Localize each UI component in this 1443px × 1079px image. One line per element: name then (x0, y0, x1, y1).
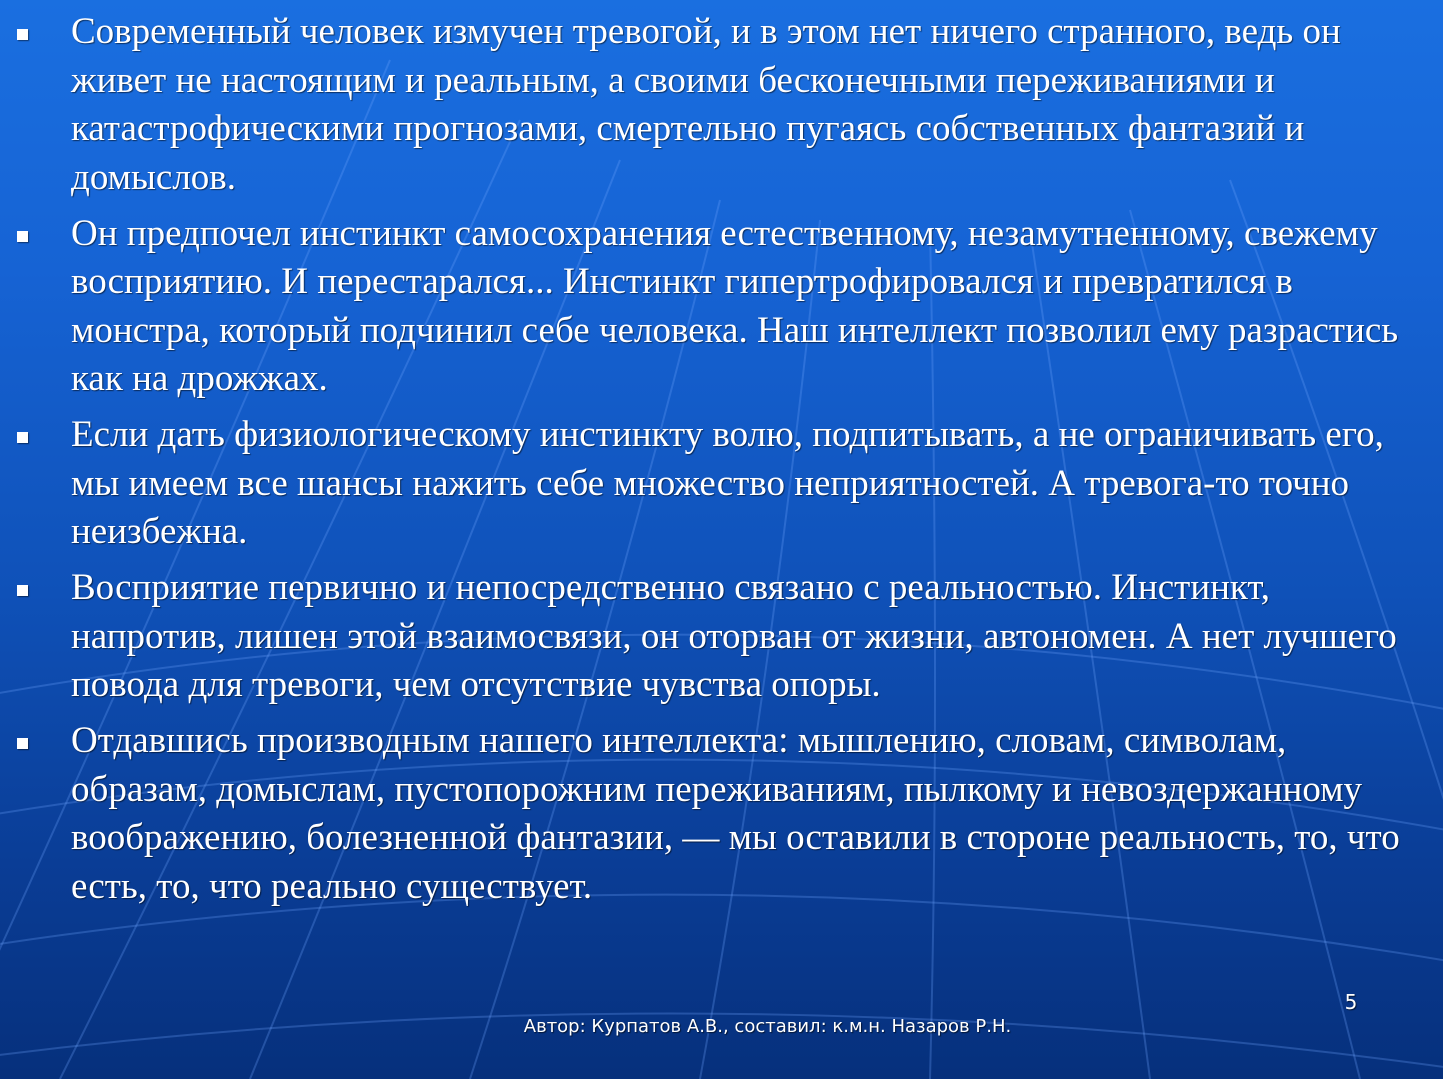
bullet-text: Если дать физиологическому инстинкту волю, подпитывать, а не ограничивать его, мы имеем все шансы нажить себе множество неприятностей. А тревога-то точно неизбежна. (71, 414, 1384, 552)
bullet-text: Отдавшись производным нашего интеллекта: мышлению, словам, символам, образам, домыслам, пустопорожним переживаниям, пылкому и невоздержанному воображению, болезненной фантазии, — мы оставили в стороне реальность, то, что есть, то, что реально существует. (71, 720, 1400, 907)
footer-author: Автор: Курпатов А.В., составил: к.м.н. Назаров Р.Н. (523, 1016, 1012, 1037)
square-bullet-icon (17, 231, 28, 242)
bullet-list (0, 8, 1443, 919)
bullet-text: Восприятие первично и непосредственно связано с реальностью. Инстинкт, напротив, лишен этой взаимосвязи, он оторван от жизни, автономен. А нет лучшего повода для тревоги, чем отсутствие чувства опоры. (71, 567, 1397, 705)
bullet-item (0, 411, 1443, 557)
square-bullet-icon (17, 585, 28, 596)
bullet-item (0, 717, 1443, 911)
bullet-item (0, 564, 1443, 710)
square-bullet-icon (17, 29, 28, 40)
bullet-text: Современный человек измучен тревогой, и в этом нет ничего странного, ведь он живет не настоящим и реальным, а своими бесконечными переживаниями и катастрофическими прогнозами, смертельно пугаясь собственных фантазий и домыслов. (71, 11, 1341, 198)
bullet-text: Он предпочел инстинкт самосохранения естественному, незамутненному, свежему восприятию. И перестарался... Инстинкт гипертрофировался и превратился в монстра, который подчинил себе человека. Наш интеллект позволил ему разрастись как на дрожжах. (71, 212, 1399, 399)
slide-number: 5 (1344, 990, 1358, 1014)
square-bullet-icon (17, 738, 28, 749)
bullet-item (0, 8, 1443, 202)
square-bullet-icon (17, 432, 28, 443)
bullet-item (0, 210, 1443, 404)
